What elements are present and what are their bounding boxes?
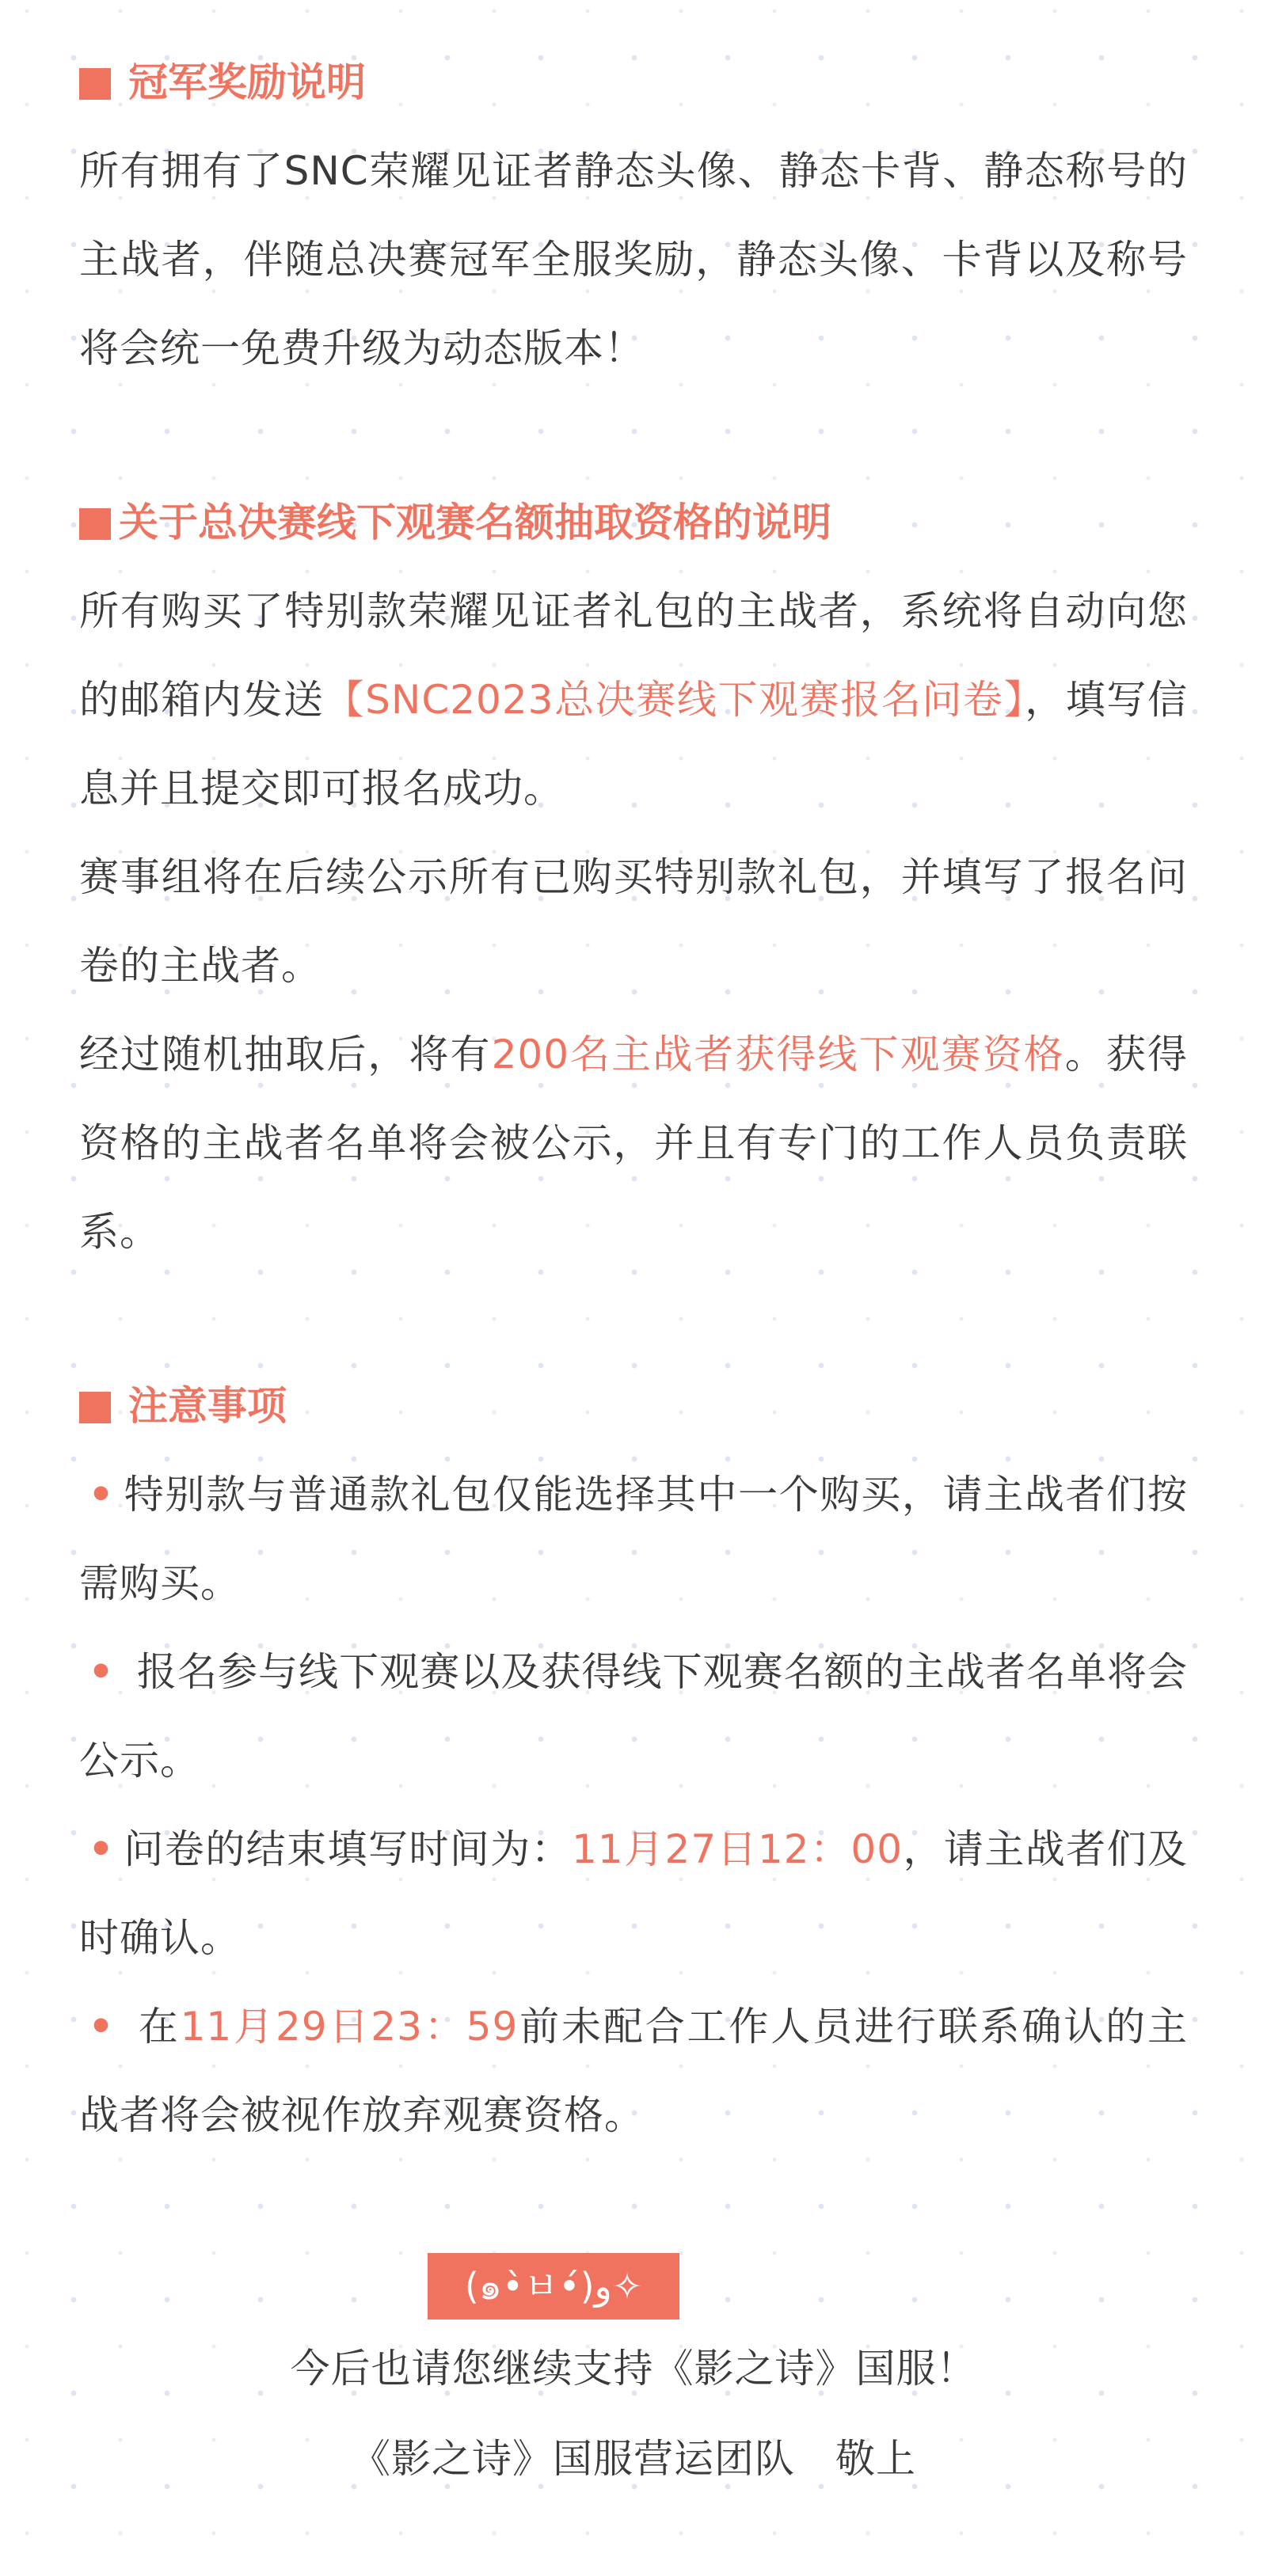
offline-paragraph-1 (79, 567, 1188, 833)
notes-heading (79, 1366, 1188, 1446)
bullet-icon: • (88, 1472, 115, 1518)
note-item (79, 1450, 1188, 1628)
offline-p3-text: 经过随机抽取后，将有 (79, 1032, 492, 1077)
note-text: 特别款与普通款礼包仅能选择其中一个购买，请主战者们按需购买。 (79, 1472, 1188, 1606)
offline-paragraph-2: 赛事组将在后续公示所有已购买特别款礼包，并填写了报名问卷的主战者。 (79, 854, 1188, 989)
bullet-icon: • (88, 1826, 115, 1872)
note-item (79, 1628, 1188, 1805)
offline-p1-after: ，填写信息并且提交即可报名成功。 (79, 677, 1189, 811)
closing-line-1: 今后也请您继续支持《影之诗》国服！ (290, 2346, 977, 2392)
champion-body: 所有拥有了SNC荣耀见证者静态头像、静态卡背、静态称号的主战者，伴随总决赛冠军全服奖励，静态头像、卡背以及称号将会统一免费升级为动态版本！ (79, 148, 1188, 371)
offline-quota-highlight: 200名主战者获得线下观赛资格 (491, 1032, 1065, 1077)
note-text-after: 前未配合工作人员进行联系确认的主战者将会被视作放弃观赛资格。 (79, 2004, 1188, 2138)
signature-line: 《影之诗》国服营运团队 敬上 (351, 2436, 916, 2482)
note-text: 问卷的结束填写时间为： (124, 1826, 573, 1872)
offline-section (79, 483, 1188, 1276)
note-item (79, 1805, 1188, 1982)
bullet-icon: • (88, 1649, 115, 1695)
notes-heading-text: 注意事项 (128, 1383, 287, 1429)
heading-square-icon (79, 508, 111, 540)
note-text: 在 (124, 2004, 181, 2050)
offline-p3-after: 。获得资格的主战者名单将会被公示，并且有专门的工作人员负责联系。 (79, 1032, 1188, 1255)
offline-p1-text: 所有购买了特别款荣耀见证者礼包的主战者，系统将自动向您的邮箱内发送 (79, 588, 1188, 723)
note-text-after: ，请主战者们及时确认。 (79, 1826, 1189, 1961)
offline-heading-text: 关于总决赛线下观赛名额抽取资格的说明 (119, 500, 831, 545)
heading-square-icon (79, 68, 111, 100)
champion-section (79, 43, 1188, 393)
offline-heading (79, 483, 1188, 562)
champion-heading-text: 冠军奖励说明 (128, 59, 366, 105)
kaomoji-badge: (๑•̀ㅂ•́)و✧ (428, 2253, 679, 2320)
note-text: 报名参与线下观赛以及获得线下观赛名额的主战者名单将会公示。 (79, 1649, 1188, 1784)
deadline-highlight: 11月29日23：59 (180, 2004, 519, 2050)
bullet-icon: • (88, 2004, 115, 2050)
notes-section (79, 1366, 1188, 2160)
offline-paragraph-3 (79, 1010, 1188, 1276)
note-item (79, 1982, 1188, 2160)
heading-square-icon (79, 1392, 111, 1423)
deadline-highlight: 11月27日12：00 (572, 1826, 904, 1872)
champion-heading (79, 43, 1188, 122)
questionnaire-link-text: 【SNC2023总决赛线下观赛报名问卷】 (324, 677, 1025, 723)
